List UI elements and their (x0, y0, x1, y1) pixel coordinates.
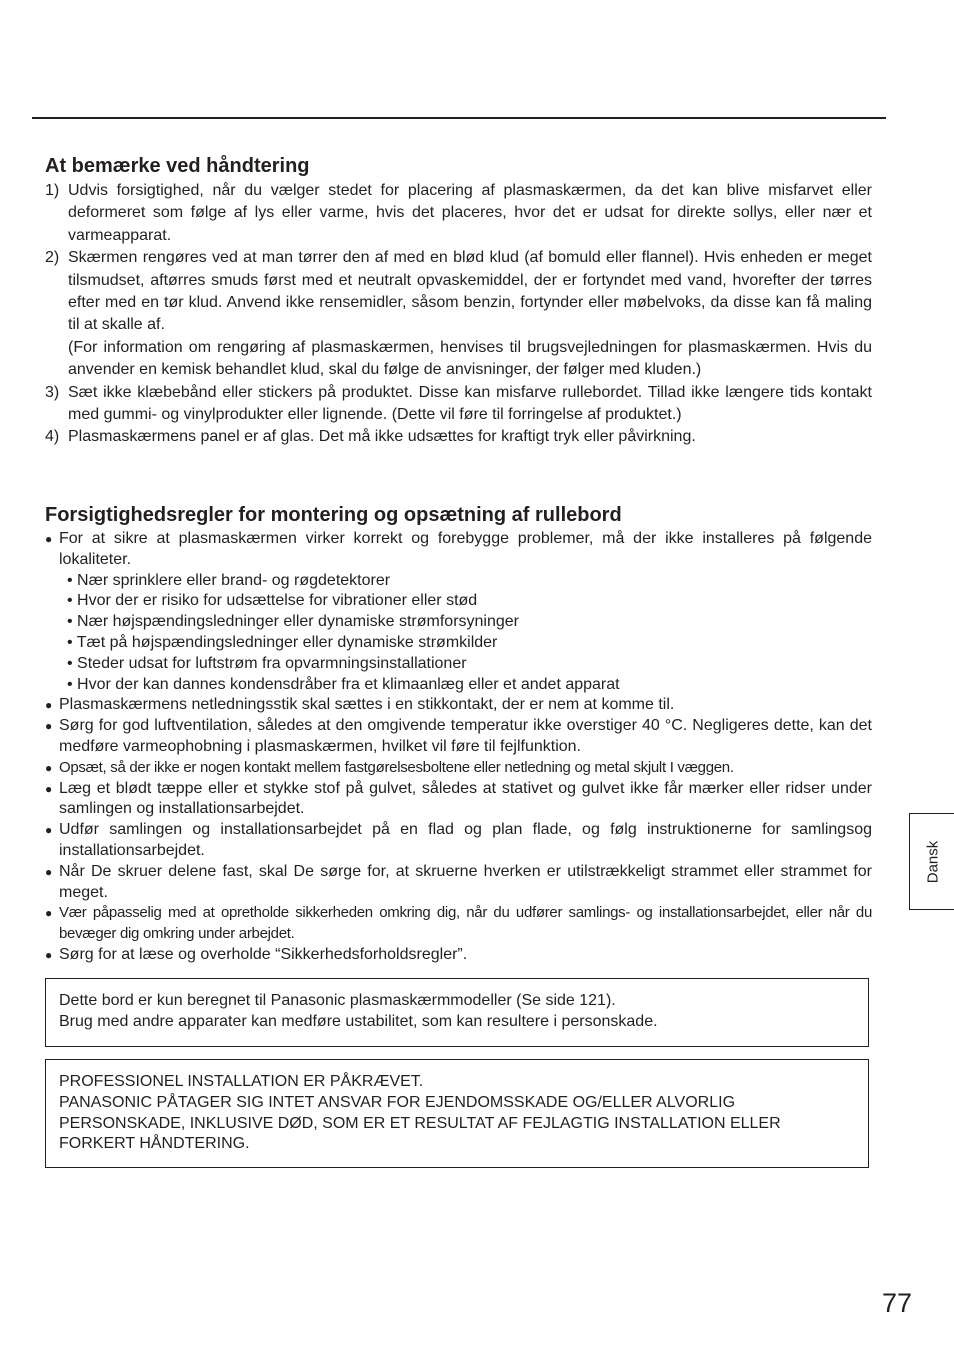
list-item (45, 758, 872, 779)
list-item (45, 945, 872, 966)
location-item: • Tæt på højspændingsledninger eller dynamiske strømkilder (67, 633, 498, 651)
list-item (45, 862, 872, 904)
list-item (45, 695, 872, 716)
warning-heading: PROFESSIONEL INSTALLATION ER PÅKRÆVET. (59, 1073, 424, 1090)
installation-warning (45, 1059, 869, 1168)
list-item (45, 382, 872, 427)
warning-text: PANASONIC PÅTAGER SIG INTET ANSVAR FOR EJENDOMSSKADE OG/ELLER ALVORLIG PERSONSKADE, INKLUSIVE DØD, SOM ER ET RESULTAT AF FEJLAGTIG INSTALLATION ELLER FORKERT HÅNDTERING. (59, 1093, 781, 1153)
item-number: 4) (45, 428, 60, 446)
section-title-mounting: Forsigtighedsregler for montering og opsætning af rullebord (45, 504, 622, 526)
handling-list (45, 180, 872, 449)
notice-line: Brug med andre apparater kan medføre ustabilitet, som kan resultere i personskade. (59, 1012, 658, 1030)
item-text: Plasmaskærmens netledningsstik skal sættes i en stikkontakt, der er nem at komme til. (59, 696, 675, 714)
item-number: 2) (45, 249, 60, 267)
bullet-icon: ● (45, 781, 53, 796)
section-title-handling: At bemærke ved håndtering (45, 155, 310, 177)
item-text: Opsæt, så der ikke er nogen kontakt mellem fastgørelsesboltene eller netledning og metal skjult I væggen. (59, 758, 734, 776)
bullet-icon: ● (45, 864, 53, 879)
item-text: Plasmaskærmens panel er af glas. Det må ikke udsættes for kraftigt tryk eller påvirkning. (68, 428, 696, 446)
bullet-icon: ● (45, 823, 53, 838)
item-text: For at sikre at plasmaskærmen virker korrekt og forebygge problemer, må der ikke installeres på følgende lokaliteter. (59, 530, 872, 568)
item-number: 3) (45, 383, 60, 401)
mounting-list (45, 529, 872, 966)
language-tab-label: Dansk (924, 840, 941, 883)
item-text: Når De skruer delene fast, skal De sørge for, at skruerne hverken er utilstrækkeligt strammet eller strammet for meget. (59, 862, 872, 901)
compatibility-notice (45, 978, 869, 1047)
item-text: Vær påpasselig med at opretholde sikkerheden omkring dig, når du udfører samlings- og installationsarbejdet, eller når du bevæger dig omkring under arbejdet. (59, 904, 872, 943)
item-text: Sørg for at læse og overholde “Sikkerhedsforholdsregler”. (59, 945, 468, 963)
language-tab (909, 813, 954, 910)
location-item: • Steder udsat for luftstrøm fra opvarmningsinstallationer (67, 654, 467, 672)
notice-line: Dette bord er kun beregnet til Panasonic plasmaskærmmodeller (Se side 121). (59, 992, 616, 1009)
item-text: Læg et blødt tæppe eller et stykke stof på gulvet, således at stativet og gulvet ikke får mærker eller ridser under samlingen og installationsarbejdet. (59, 779, 872, 818)
location-item: • Hvor der er risiko for udsættelse for vibrationer eller stød (67, 592, 478, 610)
location-item: • Nær højspændingsledninger eller dynamiske strømforsyninger (67, 613, 519, 631)
item-number: 1) (45, 182, 60, 199)
list-item (45, 903, 872, 945)
bullet-icon: ● (45, 719, 53, 734)
list-item (45, 716, 872, 758)
list-item (45, 180, 872, 247)
bullet-icon: ● (45, 532, 53, 546)
list-item (45, 779, 872, 821)
item-text: Sørg for god luftventilation, således at den omgivende temperatur ikke overstiger 40 °C. Negligeres dette, kan det medføre varmeophobning i plasmaskærmen, hvilket vil føre til fejlfunktion. (59, 717, 872, 755)
item-text: Udvis forsigtighed, når du vælger stedet for placering af plasmaskærmen, da det kan blive misfarvet eller deformeret som følge af lys eller varme, hvis det placeres, hvor det er udsat for direkte sollys, eller nær et varmeapparat. (68, 182, 872, 244)
item-text: Sæt ikke klæbebånd eller stickers på produktet. Disse kan misfarve rullebordet. Tillad ikke længere tids kontakt med gummi- og vinylprodukter eller lignende. (Dette vil føre til forringelse af produktet.) (68, 383, 872, 424)
bullet-icon: ● (45, 698, 53, 713)
page-number: 77 (882, 1288, 913, 1318)
bullet-icon: ● (45, 760, 52, 775)
list-item (45, 247, 872, 381)
bullet-icon: ● (45, 947, 53, 962)
item-text: Skærmen rengøres ved at man tørrer den af med en blød klud (af bomuld eller flannel). Hvis enheden er meget tilsmudset, aftørres smuds først med et neutralt opvaskemiddel, der er fortyndet med vand, hvorefter der tørres efter med en tør klud. Anvend ikke rensemidler, såsom benzin, fortynder eller møbelvoks, da disse kan få maling til at skalle af. (68, 249, 872, 334)
location-list (59, 571, 872, 696)
item-note: (For information om rengøring af plasmaskærmen, henvises til brugsvejledningen for plasmaskærmen. Hvis du anvender en kemisk behandlet klud, skal du følge de anvisninger, der følger med kluden.) (68, 338, 872, 379)
top-rule (32, 117, 886, 119)
bullet-icon: ● (45, 906, 52, 921)
list-item (45, 820, 872, 862)
item-text: Udfør samlingen og installationsarbejdet på en flad og plan flade, og følg instruktionerne for samlingsog installationsarbejdet. (59, 821, 872, 859)
list-item (45, 529, 872, 695)
list-item (45, 426, 872, 448)
location-item: • Hvor der kan dannes kondensdråber fra et klimaanlæg eller et andet apparat (67, 675, 620, 693)
location-item: • Nær sprinklere eller brand- og røgdetektorer (67, 571, 391, 589)
